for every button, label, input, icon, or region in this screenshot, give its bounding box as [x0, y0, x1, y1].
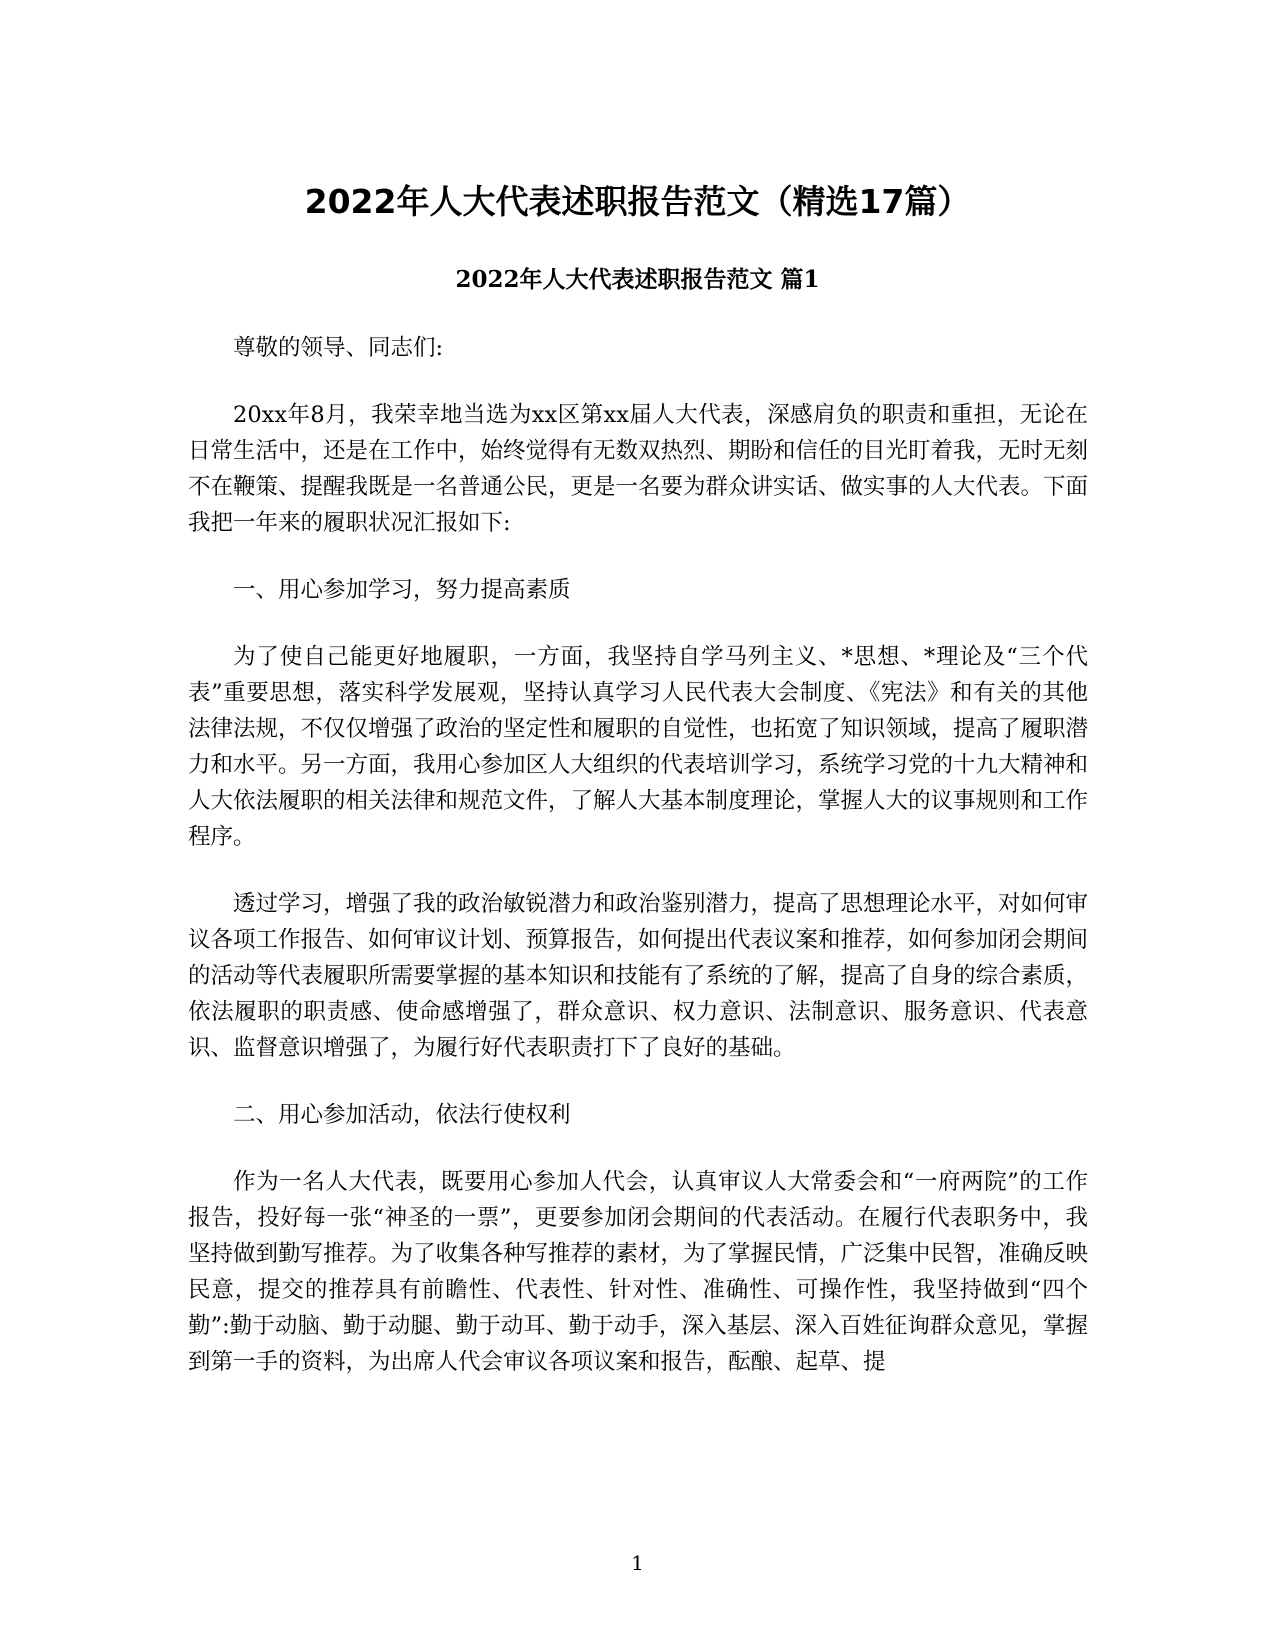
document-body: [188, 330, 1088, 1411]
salutation-paragraph: 尊敬的领导、同志们:: [233, 335, 444, 361]
body-paragraph: 透过学习，增强了我的政治敏锐潜力和政治鉴别潜力，提高了思想理论水平，对如何审议各项工作报告、如何审议计划、预算报告，如何提出代表议案和推荐，如何参加闭会期间的活动等代表履职所需要掌握的基本知识和技能有了系统的了解，提高了自身的综合素质，依法履职的职责感、使命感增强了，群众意识、权力意识、法制意识、服务意识、代表意识、监督意识增强了，为履行好代表职责打下了良好的基础。: [188, 891, 1089, 1061]
intro-paragraph: 20xx年8月，我荣幸地当选为xx区第xx届人大代表，深感肩负的职责和重担，无论在日常生活中，还是在工作中，始终觉得有无数双热烈、期盼和信任的目光盯着我，无时无刻不在鞭策、提醒我既是一名普通公民，更是一名要为群众讲实话、做实事的人大代表。下面我把一年来的履职状况汇报如下:: [188, 402, 1089, 536]
body-paragraph: 作为一名人大代表，既要用心参加人代会，认真审议人大常委会和“一府两院”的工作报告，投好每一张“神圣的一票”，更要参加闭会期间的代表活动。在履行代表职务中，我坚持做到勤写推荐。为了收集各种写推荐的素材，为了掌握民情，广泛集中民智，准确反映民意，提交的推荐具有前瞻性、代表性、针对性、准确性、可操作性，我坚持做到“四个勤”:勤于动脑、勤于动腿、勤于动耳、勤于动手，深入基层、深入百姓征询群众意见，掌握到第一手的资料，为出席人代会审议各项议案和报告，酝酿、起草、提: [188, 1169, 1089, 1375]
section-title: 2022年人大代表述职报告范文 篇1: [455, 266, 820, 293]
heading-paragraph-2: 二、用心参加活动，依法行使权利: [233, 1102, 571, 1128]
page-number: 1: [631, 1551, 644, 1575]
document-title: 2022年人大代表述职报告范文（精选17篇）: [304, 182, 971, 221]
heading-paragraph-1: 一、用心参加学习，努力提高素质: [233, 577, 571, 603]
body-paragraph: 为了使自己能更好地履职，一方面，我坚持自学马列主义、*思想、*理论及“三个代表”重要思想，落实科学发展观，坚持认真学习人民代表大会制度、《宪法》和有关的其他法律法规，不仅仅增强了政治的坚定性和履职的自觉性，也拓宽了知识领域，提高了履职潜力和水平。另一方面，我用心参加区人大组织的代表培训学习，系统学习党的十九大精神和人大依法履职的相关法律和规范文件，了解人大基本制度理论，掌握人大的议事规则和工作程序。: [188, 644, 1089, 850]
